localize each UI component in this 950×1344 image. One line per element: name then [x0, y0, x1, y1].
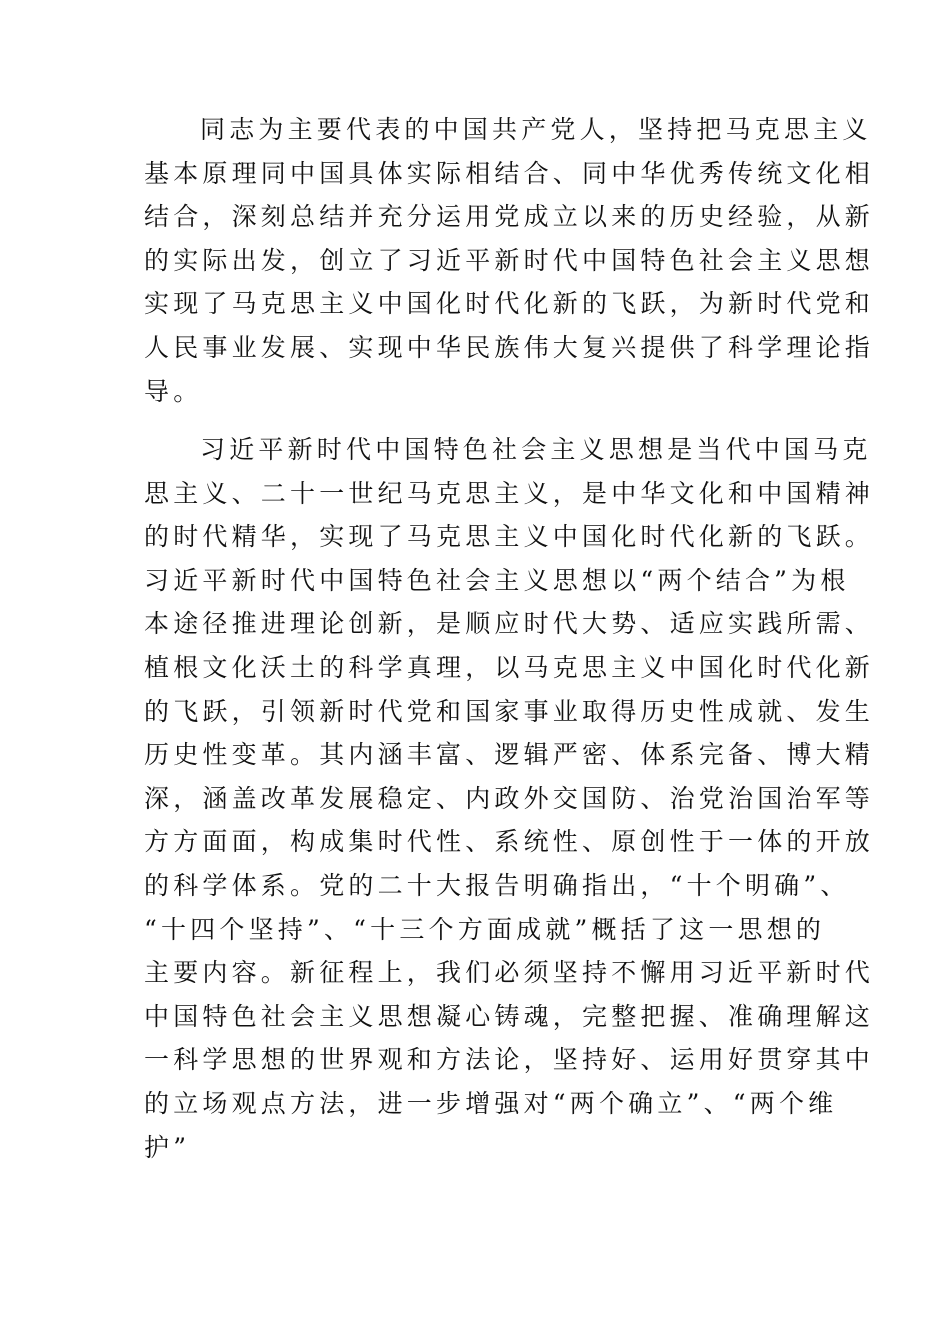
paragraph-1	[144, 108, 875, 413]
paragraph-line: 基本原理同中国具体实际相结合、同中华优秀传统文化相	[144, 158, 875, 188]
paragraph-line: 方方面面，构成集时代性、系统性、原创性于一体的开放	[144, 827, 875, 857]
paragraph-line: 导。	[144, 376, 203, 406]
paragraph-line: 一科学思想的世界观和方法论，坚持好、运用好贯穿其中	[144, 1045, 875, 1075]
paragraph-line: 的实际出发，创立了习近平新时代中国特色社会主义思想	[144, 245, 875, 275]
paragraph-line: 习近平新时代中国特色社会主义思想是当代中国马克	[200, 435, 872, 464]
paragraph-line: 主要内容。新征程上，我们必须坚持不懈用习近平新时代	[144, 958, 875, 988]
paragraph-line: 的时代精华，实现了马克思主义中国化时代化新的飞跃。	[144, 522, 875, 552]
paragraph-line: 的科学体系。党的二十大报告明确指出，“十个明确”、	[144, 870, 850, 900]
paragraph-line: 深，涵盖改革发展稳定、内政外交国防、治党治国治军等	[144, 783, 875, 813]
paragraph-line: 的立场观点方法，进一步增强对“两个确立”、“两个维	[144, 1088, 838, 1118]
paragraph-2	[144, 428, 875, 1169]
paragraph-line: 结合，深刻总结并充分运用党成立以来的历史经验，从新	[144, 202, 875, 232]
paragraph-line: 历史性变革。其内涵丰富、逻辑严密、体系完备、博大精	[144, 740, 875, 770]
paragraph-line: 本途径推进理论创新，是顺应时代大势、适应实践所需、	[144, 609, 875, 639]
paragraph-line: 中国特色社会主义思想凝心铸魂，完整把握、准确理解这	[144, 1001, 875, 1031]
paragraph-line: 习近平新时代中国特色社会主义思想以“两个结合”为根	[144, 565, 850, 595]
paragraph-line: 思主义、二十一世纪马克思主义，是中华文化和中国精神	[144, 478, 875, 508]
paragraph-line: 同志为主要代表的中国共产党人，坚持把马克思主义	[200, 115, 872, 144]
paragraph-line: “十四个坚持”、“十三个方面成就”概括了这一思想的	[144, 914, 826, 944]
paragraph-line: 护”	[144, 1132, 191, 1162]
paragraph-line: 实现了马克思主义中国化时代化新的飞跃，为新时代党和	[144, 289, 875, 319]
paragraph-line: 的飞跃，引领新时代党和国家事业取得历史性成就、发生	[144, 696, 875, 726]
paragraph-line: 人民事业发展、实现中华民族伟大复兴提供了科学理论指	[144, 332, 875, 362]
paragraph-line: 植根文化沃土的科学真理，以马克思主义中国化时代化新	[144, 652, 875, 682]
